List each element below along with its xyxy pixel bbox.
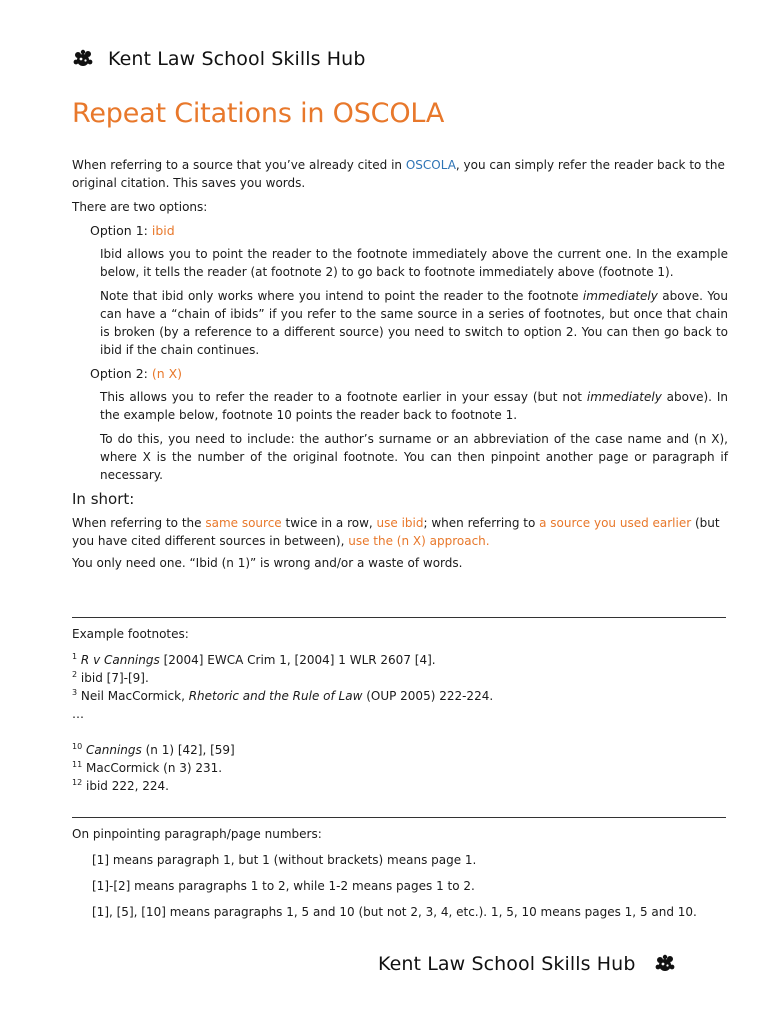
- short-highlight-same-source: same source: [205, 516, 282, 530]
- pinpoint-line-2: [1]-[2] means paragraphs 1 to 2, while 1-2 means pages 1 to 2.: [92, 879, 475, 893]
- pinpoint-line-3: [1], [5], [10] means paragraphs 1, 5 and 10 (but not 2, 3, 4, etc.). 1, 5, 10 means pages 1, 5 and 10.: [92, 905, 697, 919]
- option-2-paragraph-2: To do this, you need to include: the author’s surname or an abbreviation of the case name and (n X), where X is the number of the original footnote. You can then pinpoint another page or paragraph if necessary.: [100, 432, 728, 482]
- option-1-label: Option 1:: [90, 223, 152, 238]
- option-2-paragraph-1: [100, 388, 728, 424]
- kent-logo-icon: [654, 953, 676, 975]
- example-footnotes-heading: Example footnotes:: [72, 627, 189, 641]
- footnote-1: [72, 651, 728, 669]
- example-footnotes: [72, 625, 728, 795]
- footnote-3-number: 3: [72, 688, 78, 697]
- footnote-10-number: 10: [72, 742, 83, 751]
- footnote-10-text: (n 1) [42], [59]: [141, 743, 235, 757]
- divider-1: [72, 617, 726, 618]
- option-1-paragraph-1: Ibid allows you to point the reader to the footnote immediately above the current one. In the example below, it tells the reader (at footnote 2) to go back to footnote immediately above (footnote 1).: [100, 247, 728, 279]
- short-text-2: twice in a row,: [281, 516, 377, 530]
- footnote-1-text: [2004] EWCA Crim 1, [2004] 1 WLR 2607 [4].: [159, 653, 436, 667]
- footnote-11-number: 11: [72, 760, 83, 769]
- footnote-12-number: 12: [72, 778, 83, 787]
- footnote-10-case: Cannings: [86, 743, 142, 757]
- option-1-paragraph-2: [100, 287, 728, 359]
- option-2-heading: [90, 365, 728, 383]
- footnote-3-text: (OUP 2005) 222-224.: [362, 689, 494, 703]
- in-short-last-line: You only need one. “Ibid (n 1)” is wrong and/or a waste of words.: [72, 556, 463, 570]
- short-highlight-earlier-source: a source you used earlier: [539, 516, 692, 530]
- footnote-1-number: 1: [72, 652, 78, 661]
- in-short-heading: In short:: [72, 490, 135, 508]
- oscola-link[interactable]: OSCOLA: [405, 158, 456, 172]
- option-2-p1-emphasis: immediately: [586, 390, 662, 404]
- short-text-3: ; when referring to: [423, 516, 540, 530]
- header-title: Kent Law School Skills Hub: [108, 48, 366, 70]
- option-1-p2-text-end: above. You can have a “chain of ibids” if you refer to the same source in a series of footnotes, but once that chain is broken (by a reference to a different source) you need to switch to option 2. You can then go back to ibid if the chain continues.: [100, 289, 728, 357]
- option-2-name: (n X): [151, 366, 183, 381]
- footnote-11-text: MacCormick (n 3) 231.: [86, 761, 223, 775]
- option-1-p2-text: Note that ibid only works where you intend to point the reader to the footnote: [100, 289, 583, 303]
- option-2-p1-text: This allows you to refer the reader to a footnote earlier in your essay (but not: [100, 390, 587, 404]
- footnote-2-number: 2: [72, 670, 78, 679]
- divider-2: [72, 817, 726, 818]
- pinpointing-section: [72, 825, 728, 929]
- footnote-3: [72, 687, 728, 705]
- main-body: [72, 156, 728, 572]
- footnote-ellipsis: …: [72, 707, 84, 721]
- option-1-p2-emphasis: immediately: [582, 289, 658, 303]
- short-text-4: (but you have cited different sources in between),: [72, 516, 720, 548]
- option-1-name: ibid: [151, 223, 175, 238]
- pinpoint-line-1: [1] means paragraph 1, but 1 (without brackets) means page 1.: [92, 853, 477, 867]
- option-2-p1-text-end: above). In the example below, footnote 10 points the reader back to footnote 1.: [100, 390, 728, 422]
- in-short-paragraph: [72, 514, 728, 550]
- footnote-11: [72, 759, 728, 777]
- footnote-2: [72, 669, 728, 687]
- intro-text: When referring to a source that you’ve already cited in: [72, 158, 406, 172]
- short-highlight-nx-approach: use the (n X) approach.: [348, 534, 490, 548]
- pinpointing-heading: On pinpointing paragraph/page numbers:: [72, 827, 322, 841]
- footer-title: Kent Law School Skills Hub: [378, 953, 636, 975]
- footnote-10: [72, 741, 728, 759]
- footnote-12: [72, 777, 728, 795]
- page-footer: [378, 953, 690, 975]
- options-intro: There are two options:: [72, 200, 208, 214]
- option-1-heading: [90, 222, 728, 240]
- kent-logo-icon: [72, 48, 94, 70]
- intro-text-end: , you can simply refer the reader back to the original citation. This saves you words.: [72, 158, 725, 190]
- footnote-12-text: ibid 222, 224.: [86, 779, 169, 793]
- footnote-3-author: Neil MacCormick,: [80, 689, 189, 703]
- intro-paragraph: [72, 156, 728, 192]
- option-2-label: Option 2:: [90, 366, 152, 381]
- footnote-2-text: ibid [7]-[9].: [80, 671, 149, 685]
- page-header: [72, 48, 366, 70]
- footnote-3-title: Rhetoric and the Rule of Law: [188, 689, 363, 703]
- short-highlight-use-ibid: use ibid: [376, 516, 424, 530]
- short-text-1: When referring to the: [72, 516, 206, 530]
- footnote-1-case: R v Cannings: [80, 653, 160, 667]
- page-title: Repeat Citations in OSCOLA: [72, 98, 445, 129]
